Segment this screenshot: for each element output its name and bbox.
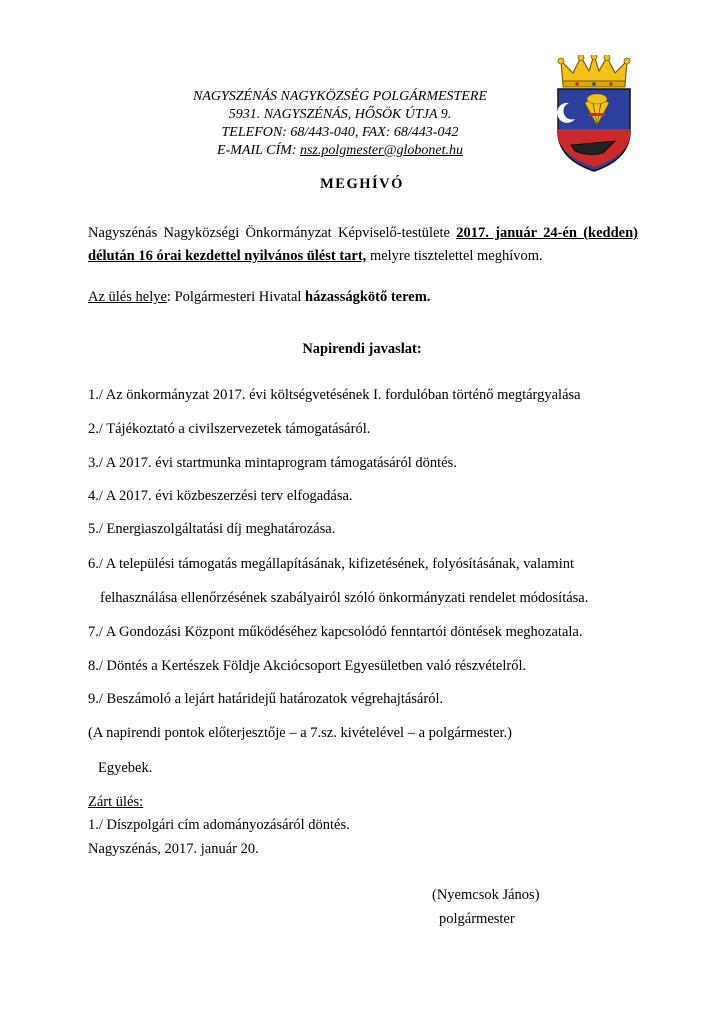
agenda-title: Napirendi javaslat: <box>302 341 422 357</box>
closed-session-label: Zárt ülés: <box>88 794 144 810</box>
agenda-item: 4./ A 2017. évi közbeszerzési terv elfogadása. <box>88 488 353 504</box>
agenda-item-continuation: felhasználása ellenőrzésének szabályairól szóló önkormányzati rendelet módosítása. <box>100 590 589 606</box>
letterhead-email-label: E-MAIL CÍM: <box>217 143 300 158</box>
other-item: Egyebek. <box>98 760 153 776</box>
email-link[interactable]: nsz.polgmester@globonet.hu <box>299 143 463 158</box>
letterhead-office: NAGYSZÉNÁS NAGYKÖZSÉG POLGÁRMESTERE <box>192 89 487 104</box>
intro-text-start: Nagyszénás Nagyközségi Önkormányzat Képviselő-testülete <box>88 225 457 241</box>
meeting-datetime: 2017. január 24-én (kedden) délután 16 órai kezdettel nyilvános ülést tart, <box>88 225 638 264</box>
closed-session-item: 1./ Díszpolgári cím adományozásáról döntés. <box>88 817 350 833</box>
intro-paragraph <box>88 222 638 268</box>
agenda-item: 7./ A Gondozási Központ működéséhez kapcsolódó fenntartói döntések meghozatala. <box>88 624 583 640</box>
signatory-name: (Nyemcsok János) <box>432 887 540 903</box>
agenda-item: 6./ A települési támogatás megállapításának, kifizetésének, folyósításának, valamint <box>88 556 575 572</box>
agenda-item: 5./ Energiaszolgáltatási díj meghatározása. <box>88 521 336 537</box>
letterhead-phone-fax: TELEFON: 68/443-040, FAX: 68/443-042 <box>221 125 459 140</box>
letterhead <box>140 88 540 160</box>
document-title: MEGHÍVÓ <box>320 176 404 192</box>
agenda-item: 8./ Döntés a Kertészek Földje Akciócsoport Egyesületben való részvételről. <box>88 658 527 674</box>
coat-of-arms-icon <box>553 55 635 173</box>
agenda-item: 2./ Tájékoztató a civilszervezetek támogatásáról. <box>88 421 371 437</box>
letterhead-email-line <box>140 142 540 160</box>
venue-room: házasságkötő terem. <box>305 289 431 305</box>
letterhead-address: 5931. NAGYSZÉNÁS, HŐSÖK ÚTJA 9. <box>228 107 452 122</box>
place-date: Nagyszénás, 2017. január 20. <box>88 841 259 857</box>
signatory-title: polgármester <box>439 911 515 927</box>
venue-line <box>88 289 430 306</box>
agenda-item: 9./ Beszámoló a lejárt határidejű határozatok végrehajtásáról. <box>88 691 444 707</box>
intro-text-end: melyre tisztelettel meghívom. <box>366 248 543 264</box>
venue-text: : Polgármesteri Hivatal <box>166 289 306 305</box>
presenter-note: (A napirendi pontok előterjesztője – a 7.sz. kivételével – a polgármester.) <box>88 725 512 741</box>
venue-label: Az ülés helye <box>88 289 167 305</box>
agenda-item: 1./ Az önkormányzat 2017. évi költségvetésének I. fordulóban történő megtárgyalása <box>88 387 581 403</box>
agenda-item: 3./ A 2017. évi startmunka mintaprogram támogatásáról döntés. <box>88 455 457 471</box>
